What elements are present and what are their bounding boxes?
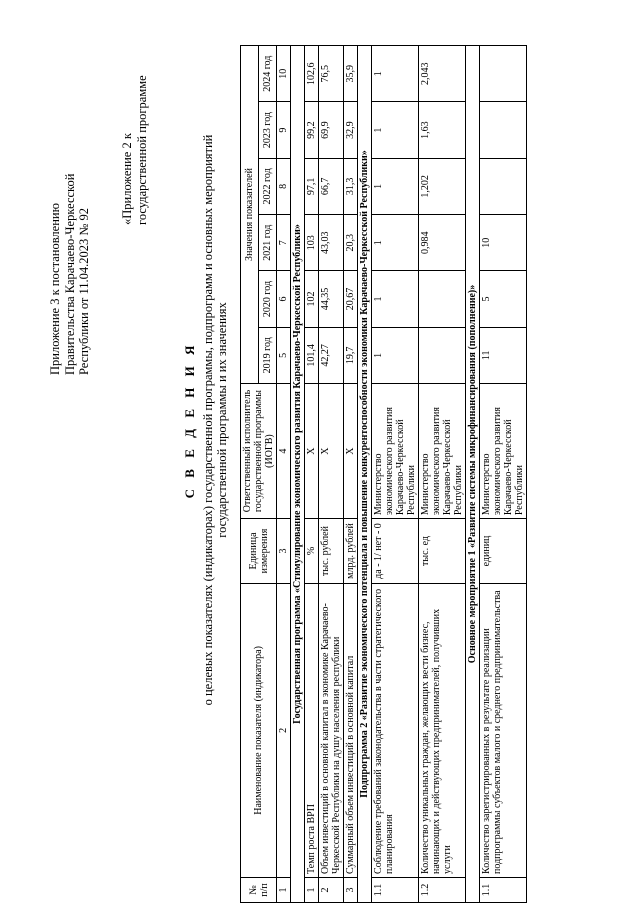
row-responsible: Х [305,383,319,518]
header-num: № п/п [241,877,277,902]
row-value: 102,6 [305,46,319,102]
section-row [466,46,480,903]
row-value: 69,9 [319,102,344,158]
row-value: 0,984 [419,215,466,271]
header-responsible: Ответственный исполнитель государственной программы (ИОГВ) [241,383,277,518]
column-number: 10 [277,46,291,102]
column-number: 1 [277,877,291,902]
row-value [480,46,527,102]
row-value: 101,4 [305,327,319,383]
table-row [319,46,344,903]
row-value: 1 [372,158,419,214]
row-responsible: Министерство экономического развития Карачаево-Черкесской Республики [419,383,466,518]
header-year: 2019 год [259,327,277,383]
row-name: Темп роста ВРП [305,583,319,877]
approval-line: Республики от 11.04.2023 № 92 [77,208,91,375]
row-value: 11 [480,327,527,383]
row-value: 42,27 [319,327,344,383]
row-value [480,158,527,214]
row-responsible: Х [319,383,344,518]
row-value: 76,5 [319,46,344,102]
row-value: 66,7 [319,158,344,214]
row-responsible: Х [344,383,358,518]
section-row [291,46,305,903]
document-subtitle-line: государственной программы и их значениях [215,302,229,538]
header-name: Наименование показателя (индикатора) [241,583,277,877]
row-value: 32,9 [344,102,358,158]
row-value: 97,1 [305,158,319,214]
row-value: 5 [480,271,527,327]
table-header-row [241,46,259,903]
section-title: Основное мероприятие 1 «Развитие системы микрофинансирования (пополнение)» [466,46,480,903]
column-number: 7 [277,215,291,271]
approval-header [48,45,92,375]
row-value: 10 [480,215,527,271]
row-num: 3 [344,877,358,902]
row-num: 1.1 [372,877,419,902]
header-year: 2021 год [259,215,277,271]
row-name: Количество зарегистрированных в результате реализации подпрограммы субъектов малого и среднего предпринимательства [480,583,527,877]
row-value: 20,3 [344,215,358,271]
appendix-line: «Приложение 2 к [120,133,134,225]
row-value: 44,35 [319,271,344,327]
table-row [419,46,466,903]
row-name: Объем инвестиций в основной капитал в экономике Карачаево-Черкесской Республики на душу населения республики [319,583,344,877]
row-value: 19,7 [344,327,358,383]
appendix-header [120,0,149,225]
row-responsible: Министерство экономического развития Карачаево-Черкесской Республики [480,383,527,518]
row-value: 2,043 [419,46,466,102]
table-row [372,46,419,903]
column-number: 6 [277,271,291,327]
column-number: 8 [277,158,291,214]
approval-line: Правительства Карачаево-Черкесской [62,173,77,375]
row-name: Количество уникальных граждан, желающих вести бизнес, начинающих и действующих предпринимателей, получивших услуги [419,583,466,877]
row-unit: тыс. рублей [319,519,344,584]
row-value: 1 [372,327,419,383]
row-value [480,102,527,158]
header-year: 2024 год [259,46,277,102]
column-number: 2 [277,583,291,877]
row-unit: тыс. ед [419,519,466,584]
row-value: 99,2 [305,102,319,158]
row-value: 1,202 [419,158,466,214]
row-value [419,271,466,327]
row-value: 31,3 [344,158,358,214]
table-row [344,46,358,903]
row-num: 1.2 [419,877,466,902]
row-name: Суммарный объем инвестиций в основной капитал [344,583,358,877]
row-value: 1 [372,271,419,327]
header-year: 2020 год [259,271,277,327]
column-number-row [277,46,291,903]
row-value: 20,67 [344,271,358,327]
header-year: 2022 год [259,158,277,214]
row-num: 1 [305,877,319,902]
row-num: 2 [319,877,344,902]
header-year: 2023 год [259,102,277,158]
row-value: 102 [305,271,319,327]
section-row [358,46,372,903]
row-name: Соблюдение требований законодательства в части стратегического планирования [372,583,419,877]
header-unit: Единица измерения [241,519,277,584]
row-unit: % [305,519,319,584]
row-num: 1.1 [480,877,527,902]
document-subtitle-line: о целевых показателях (индикаторах) государственной программы, подпрограмм и основных мероприятий [201,134,215,706]
row-value: 1 [372,102,419,158]
section-title: Подпрограмма 2 «Развитие экономического потенциала и повышение конкурентоспособности экономики Карачаево-Черкесской Республики» [358,46,372,903]
column-number: 9 [277,102,291,158]
title-block [182,95,229,745]
row-value: 43,03 [319,215,344,271]
row-responsible: Министерство экономического развития Карачаево-Черкесской Республики [372,383,419,518]
row-unit: единиц [480,519,527,584]
column-number: 5 [277,327,291,383]
appendix-line: государственной программе [134,75,149,225]
row-value: 35,9 [344,46,358,102]
section-title: Государственная программа «Стимулирование экономического развития Карачаево-Черкесской Республики» [291,46,305,903]
column-number: 3 [277,519,291,584]
row-value [419,327,466,383]
row-value: 1 [372,46,419,102]
row-value: 1,63 [419,102,466,158]
indicators-table [240,45,527,903]
table-row [480,46,527,903]
row-unit: млрд. рублей [344,519,358,584]
row-value: 103 [305,215,319,271]
header-values: Значения показателей [241,46,259,384]
document-title: С В Е Д Е Н И Я [182,341,197,499]
approval-line: Приложение 3 к постановлению [48,203,62,375]
row-value: 1 [372,215,419,271]
column-number: 4 [277,383,291,518]
table-row [305,46,319,903]
row-unit: да - 1/ нет - 0 [372,519,419,584]
